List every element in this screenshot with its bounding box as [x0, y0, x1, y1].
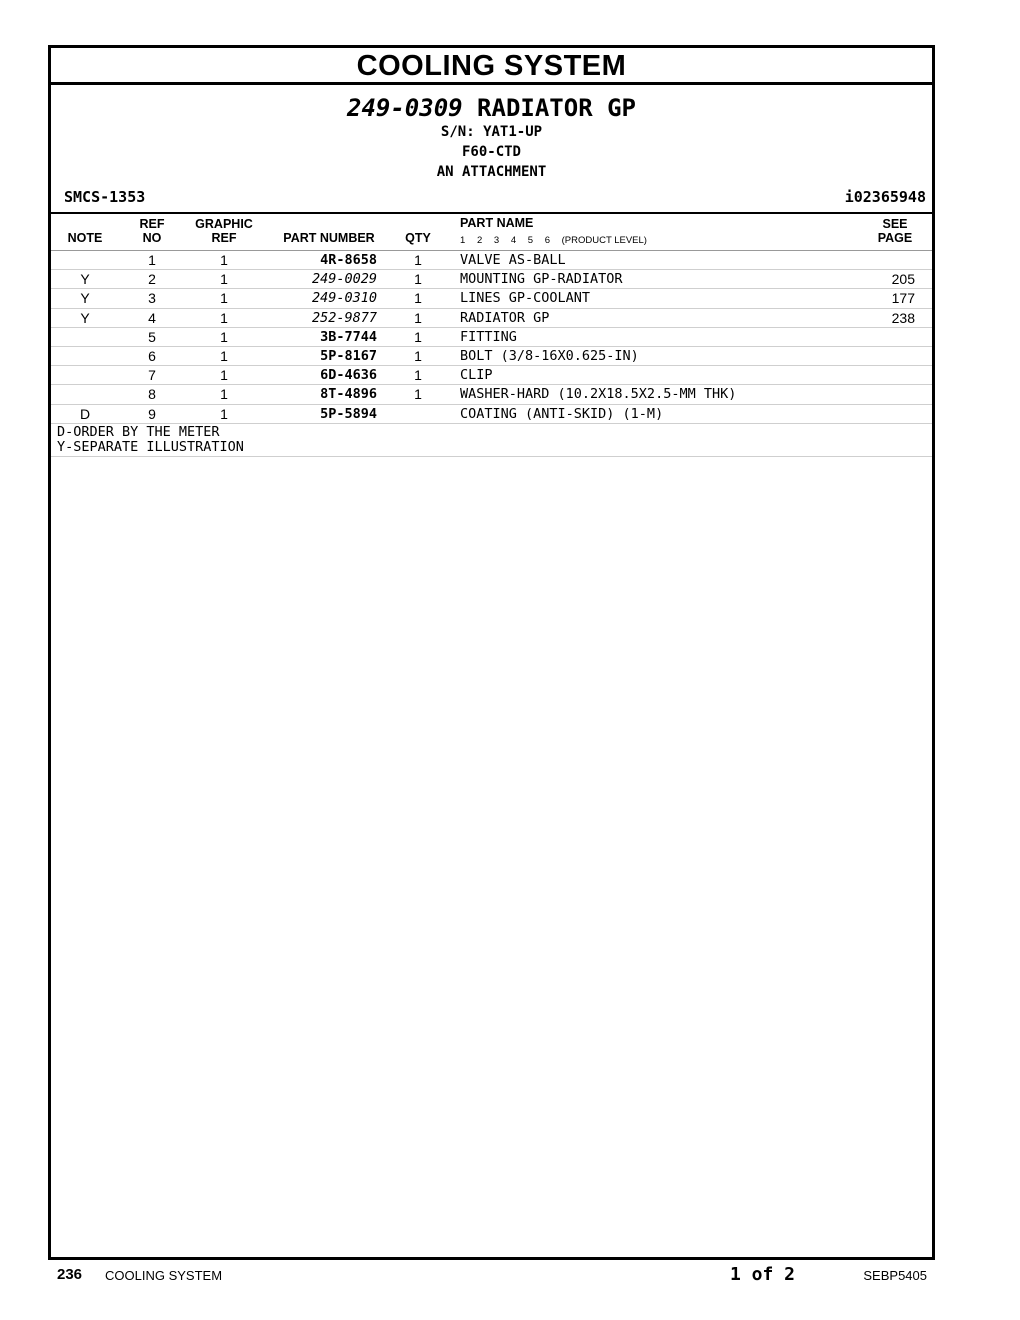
parts-page-frame [48, 45, 935, 1260]
group-type: AN ATTACHMENT [436, 164, 547, 180]
qty-cell: 1 [414, 386, 422, 403]
table-row [51, 385, 932, 404]
parts-table-body [51, 251, 932, 424]
header-part-name: PART NAME [460, 216, 534, 230]
graphic-ref-cell: 1 [220, 347, 228, 364]
footer-document-number: SEBP5405 [863, 1268, 927, 1283]
note-cell: D [79, 405, 91, 422]
part-name-cell: MOUNTING GP-RADIATOR [460, 271, 623, 288]
part-number-cell: 8T-4896 [320, 386, 377, 403]
table-row [51, 366, 932, 385]
qty-cell: 1 [414, 271, 422, 288]
part-name-cell: LINES GP-COOLANT [460, 290, 591, 307]
model-designation: F60-CTD [461, 144, 521, 160]
graphic-ref-cell: 1 [220, 405, 228, 422]
ref-no-cell: 8 [148, 386, 156, 403]
header-see-page-top: SEE [882, 217, 908, 231]
graphic-ref-cell: 1 [220, 386, 228, 403]
table-row [51, 289, 932, 308]
footer-page-number: 236 [57, 1266, 83, 1283]
header-ref-no-bottom: NO [142, 231, 162, 245]
column-headers [51, 214, 932, 251]
qty-cell: 1 [414, 290, 422, 307]
note-cell: Y [80, 271, 90, 288]
ref-no-cell: 3 [148, 290, 156, 307]
graphic-ref-cell: 1 [220, 290, 228, 307]
ref-no-cell: 1 [148, 252, 156, 268]
part-number-cell[interactable]: 252-9877 [311, 309, 377, 326]
group-title [51, 93, 932, 123]
serial-number: S/N: YAT1-UP [440, 124, 543, 140]
part-number-cell[interactable]: 249-0029 [311, 271, 377, 288]
section-title: COOLING SYSTEM [51, 48, 932, 85]
table-row [51, 251, 932, 270]
qty-cell: 1 [414, 252, 422, 268]
table-row [51, 405, 932, 424]
header-graphic-ref-top: GRAPHIC [195, 217, 253, 231]
see-page-cell[interactable]: 238 [891, 309, 915, 326]
part-number-cell: 6D-4636 [320, 367, 377, 384]
product-level-6: 6 [544, 235, 550, 246]
group-part-number[interactable]: 249-0309 [347, 94, 463, 122]
product-level-5: 5 [527, 235, 534, 246]
footer-section-name: COOLING SYSTEM [105, 1268, 223, 1283]
product-level-3: 3 [493, 235, 500, 246]
part-name-cell: CLIP [460, 367, 493, 384]
qty-cell: 1 [414, 328, 422, 345]
table-row [51, 328, 932, 347]
header-part-number: PART NUMBER [283, 231, 375, 245]
ref-no-cell: 7 [148, 367, 156, 384]
part-name-cell: COATING (ANTI-SKID) (1-M) [460, 405, 664, 422]
product-level-label: (PRODUCT LEVEL) [561, 235, 647, 246]
note-cell: Y [80, 290, 90, 307]
group-header [51, 85, 932, 214]
header-ref-no-top: REF [139, 217, 165, 231]
ref-no-cell: 5 [148, 328, 156, 345]
footer-sheet-count: 1 of 2 [730, 1264, 796, 1285]
product-level-4: 4 [510, 235, 517, 246]
see-page-cell[interactable]: 205 [891, 271, 915, 288]
graphic-ref-cell: 1 [220, 252, 228, 268]
product-level-2: 2 [476, 235, 483, 246]
part-number-cell: 5P-8167 [320, 347, 377, 364]
ref-no-cell: 6 [148, 347, 156, 364]
part-name-cell: VALVE AS-BALL [460, 252, 566, 268]
header-qty: QTY [405, 231, 431, 245]
header-graphic-ref-bottom: REF [211, 231, 237, 245]
note-cell: Y [80, 309, 90, 326]
note-d: D-ORDER BY THE METER [57, 423, 220, 440]
graphic-ref-cell: 1 [220, 328, 228, 345]
part-name-cell: BOLT (3/8-16X0.625-IN) [460, 347, 639, 364]
header-ref-no [134, 217, 170, 245]
qty-cell: 1 [414, 367, 422, 384]
part-name-cell: WASHER-HARD (10.2X18.5X2.5-MM THK) [460, 386, 737, 403]
part-number-cell: 3B-7744 [320, 328, 377, 345]
note-y: Y-SEPARATE ILLUSTRATION [57, 438, 244, 455]
part-name-cell: RADIATOR GP [460, 309, 550, 326]
smcs-code: SMCS-1353 [64, 188, 146, 206]
notes-block [51, 424, 932, 457]
qty-cell: 1 [414, 347, 422, 364]
see-page-cell[interactable]: 177 [891, 290, 915, 307]
part-number-cell: 5P-5894 [320, 405, 377, 422]
table-row [51, 309, 932, 328]
part-number-cell: 4R-8658 [320, 252, 377, 268]
graphic-ref-cell: 1 [220, 367, 228, 384]
illustration-id: i02365948 [844, 188, 926, 206]
table-row [51, 347, 932, 366]
graphic-ref-cell: 1 [220, 271, 228, 288]
ref-no-cell: 4 [148, 309, 156, 326]
qty-cell: 1 [414, 309, 422, 326]
product-level-1: 1 [460, 235, 466, 246]
table-row [51, 270, 932, 289]
part-number-cell[interactable]: 249-0310 [311, 290, 377, 307]
group-name: RADIATOR GP [477, 94, 636, 122]
ref-no-cell: 9 [148, 405, 156, 422]
header-see-page [873, 217, 917, 245]
part-name-cell: FITTING [460, 328, 517, 345]
ref-no-cell: 2 [148, 271, 156, 288]
graphic-ref-cell: 1 [220, 309, 228, 326]
header-graphic-ref [189, 217, 259, 245]
product-levels [460, 235, 656, 246]
header-see-page-bottom: PAGE [877, 231, 913, 245]
header-note: NOTE [67, 231, 103, 245]
